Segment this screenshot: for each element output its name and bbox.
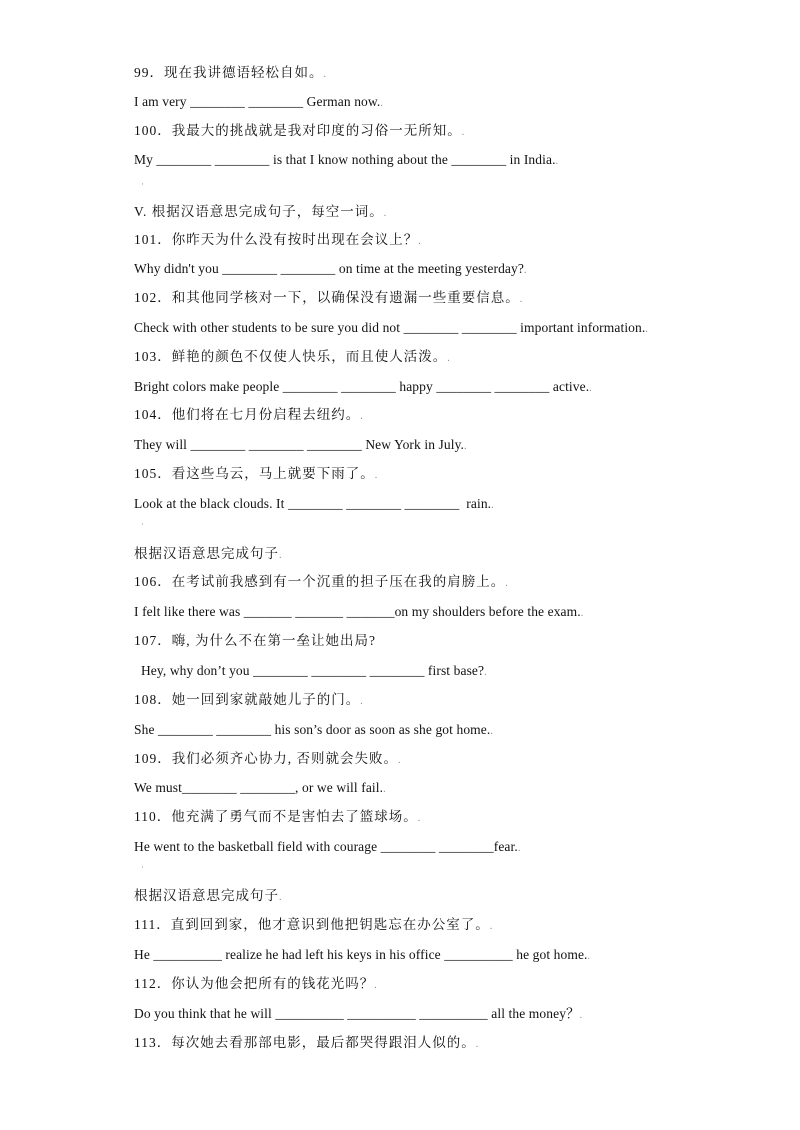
- section-v-heading: V. 根据汉语意思完成句子，每空一词。.: [134, 204, 388, 219]
- question-99-chinese: 99．现在我讲德语轻松自如。.: [134, 65, 327, 80]
- question-104-english: They will ________ ________ ________ New York in July..: [134, 437, 467, 452]
- question-101-chinese: 101．你昨天为什么没有按时出现在会议上？.: [134, 232, 422, 247]
- section-heading-1: 根据汉语意思完成句子.: [134, 546, 283, 561]
- paragraph-mark: ·: [141, 519, 144, 529]
- question-101-english: Why didn't you ________ ________ on time at the meeting yesterday?.: [134, 261, 527, 276]
- question-107-chinese: 107．嗨, 为什么不在第一垒让她出局?: [134, 633, 376, 648]
- question-112-english: Do you think that he will __________ __________ __________ all the money？.: [134, 1006, 583, 1021]
- question-102-chinese: 102．和其他同学核对一下，以确保没有遗漏一些重要信息。.: [134, 290, 524, 305]
- question-112-chinese: 112．你认为他会把所有的钱花光吗？.: [134, 976, 378, 991]
- question-100-chinese: 100．我最大的挑战就是我对印度的习俗一无所知。.: [134, 123, 466, 138]
- question-108-english: She ________ ________ his son’s door as soon as she got home..: [134, 722, 493, 737]
- question-110-chinese: 110．他充满了勇气而不是害怕去了篮球场。.: [134, 809, 422, 824]
- question-111-chinese: 111．直到回到家，他才意识到他把钥匙忘在办公室了。.: [134, 917, 494, 932]
- question-105-chinese: 105．看这些乌云，马上就要下雨了。.: [134, 466, 379, 481]
- question-107-english: Hey, why don’t you ________ ________ ________ first base?.: [134, 663, 487, 678]
- question-102-english: Check with other students to be sure you did not ________ ________ important information..: [134, 320, 648, 335]
- question-113-chinese: 113．每次她去看那部电影，最后都哭得跟泪人似的。.: [134, 1035, 480, 1050]
- question-103-english: Bright colors make people ________ ________ happy ________ ________ active..: [134, 379, 592, 394]
- question-111-english: He __________ realize he had left his keys in his office __________ he got home..: [134, 947, 591, 962]
- question-105-english: Look at the black clouds. It ________ ________ ________ rain..: [134, 496, 494, 511]
- question-100-english: My ________ ________ is that I know nothing about the ________ in India..: [134, 152, 559, 167]
- question-110-english: He went to the basketball field with courage ________ ________fear..: [134, 839, 521, 854]
- paragraph-mark: ·: [141, 179, 144, 189]
- question-109-chinese: 109．我们必须齐心协力, 否则就会失败。.: [134, 751, 402, 766]
- question-109-english: We must________ ________, or we will fail..: [134, 780, 386, 795]
- question-106-chinese: 106．在考试前我感到有一个沉重的担子压在我的肩膀上。.: [134, 574, 509, 589]
- section-heading-2: 根据汉语意思完成句子.: [134, 888, 283, 903]
- question-106-english: I felt like there was _______ _______ _______on my shoulders before the exam..: [134, 604, 584, 619]
- question-99-english: I am very ________ ________ German now..: [134, 94, 383, 109]
- question-103-chinese: 103．鲜艳的颜色不仅使人快乐，而且使人活泼。.: [134, 349, 451, 364]
- paragraph-mark: ·: [141, 862, 144, 872]
- question-108-chinese: 108．她一回到家就敲她儿子的门。.: [134, 692, 364, 707]
- question-104-chinese: 104．他们将在七月份启程去纽约。.: [134, 407, 364, 422]
